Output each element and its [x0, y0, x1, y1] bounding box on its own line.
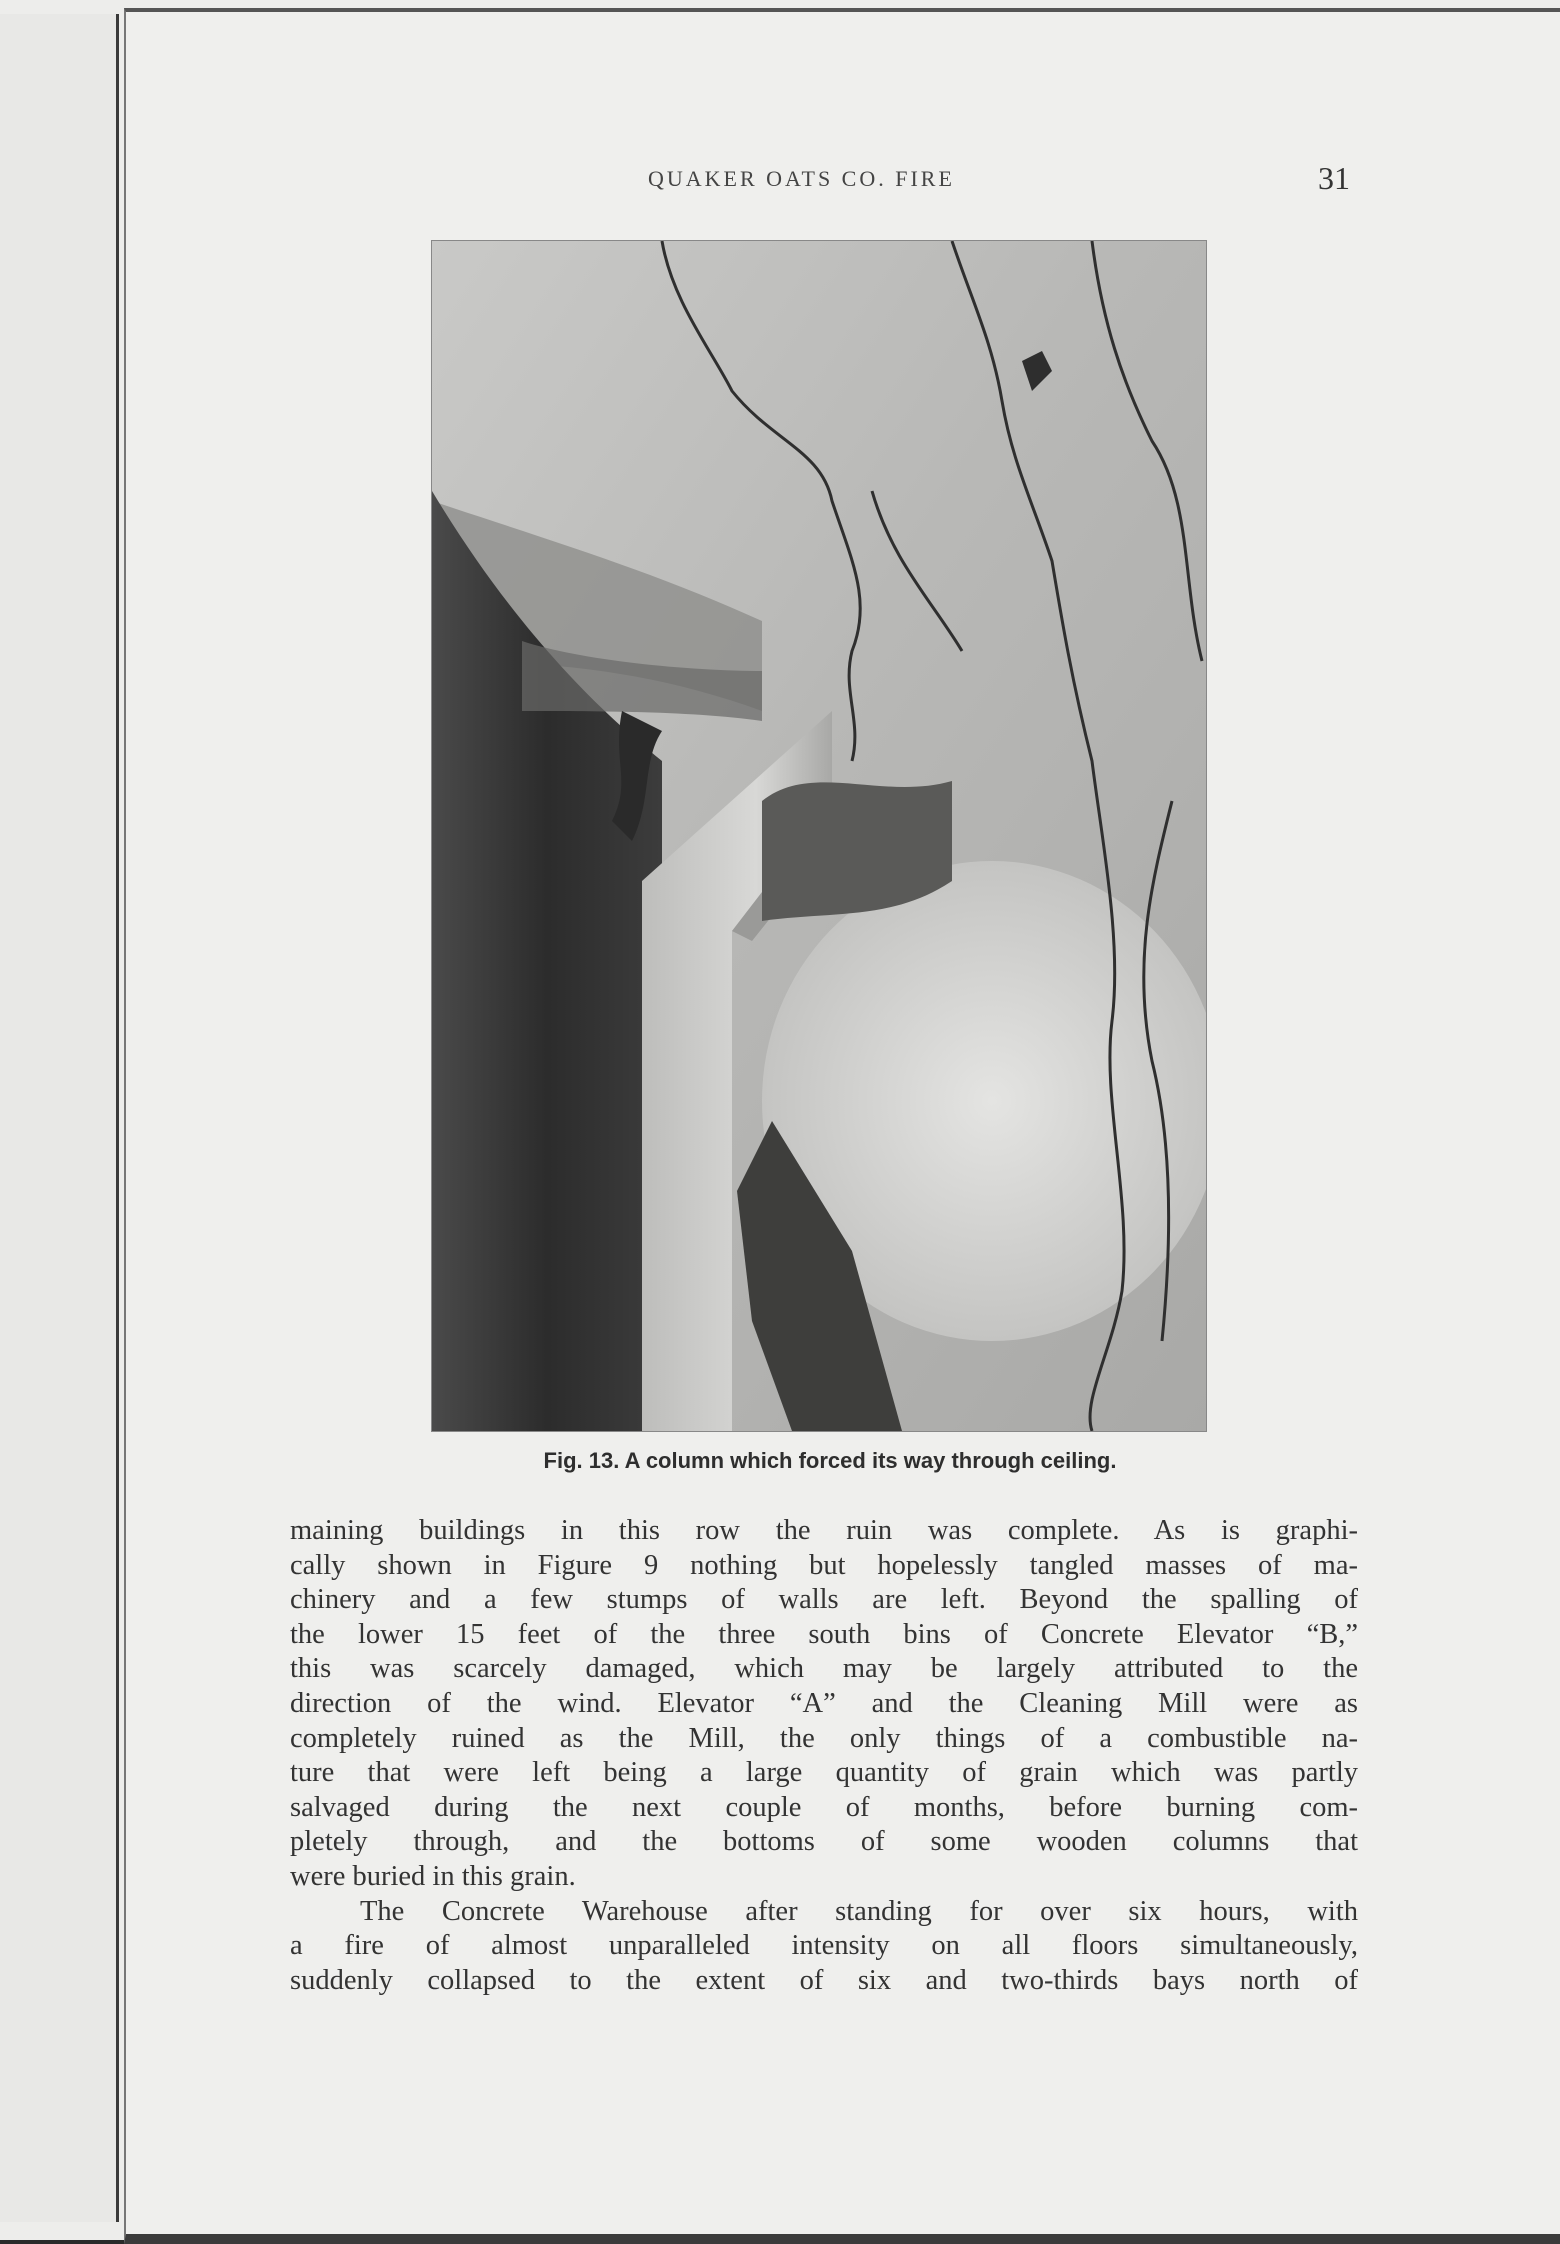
- text-line: direction of the wind. Elevator “A” and the Cleaning Mill were as: [290, 1687, 1358, 1719]
- body-text: [290, 1514, 1358, 1998]
- text-line: suddenly collapsed to the extent of six and two-thirds bays north of: [290, 1964, 1358, 1996]
- figure-caption: Fig. 13. A column which forced its way through ceiling.: [543, 1448, 1117, 1473]
- text-line: The Concrete Warehouse after standing for over six hours, with: [360, 1895, 1358, 1927]
- text-line: salvaged during the next couple of months, before burning com-: [290, 1791, 1358, 1823]
- ceiling-column-photo: [432, 241, 1206, 1431]
- text-line: maining buildings in this row the ruin was complete. As is graphi-: [290, 1515, 1358, 1546]
- text-line: cally shown in Figure 9 nothing but hopelessly tangled masses of ma-: [290, 1549, 1358, 1581]
- figure-photograph: [431, 240, 1207, 1432]
- text-line: pletely through, and the bottoms of some wooden columns that: [290, 1826, 1358, 1858]
- running-head: QUAKER OATS CO. FIRE: [648, 166, 955, 191]
- text-line: a fire of almost unparalleled intensity on all floors simultaneously,: [290, 1930, 1358, 1962]
- page-number: 31: [1318, 160, 1350, 196]
- text-line: ture that were left being a large quantity of grain which was partly: [290, 1757, 1358, 1789]
- text-line: were buried in this grain.: [290, 1860, 576, 1892]
- text-line: this was scarcely damaged, which may be largely attributed to the: [290, 1653, 1358, 1685]
- text-line: the lower 15 feet of the three south bins of Concrete Elevator “B,”: [290, 1618, 1358, 1650]
- facing-page-edge: [0, 14, 119, 2222]
- text-line: chinery and a few stumps of walls are left. Beyond the spalling of: [290, 1584, 1358, 1616]
- text-line: completely ruined as the Mill, the only things of a combustible na-: [290, 1722, 1358, 1754]
